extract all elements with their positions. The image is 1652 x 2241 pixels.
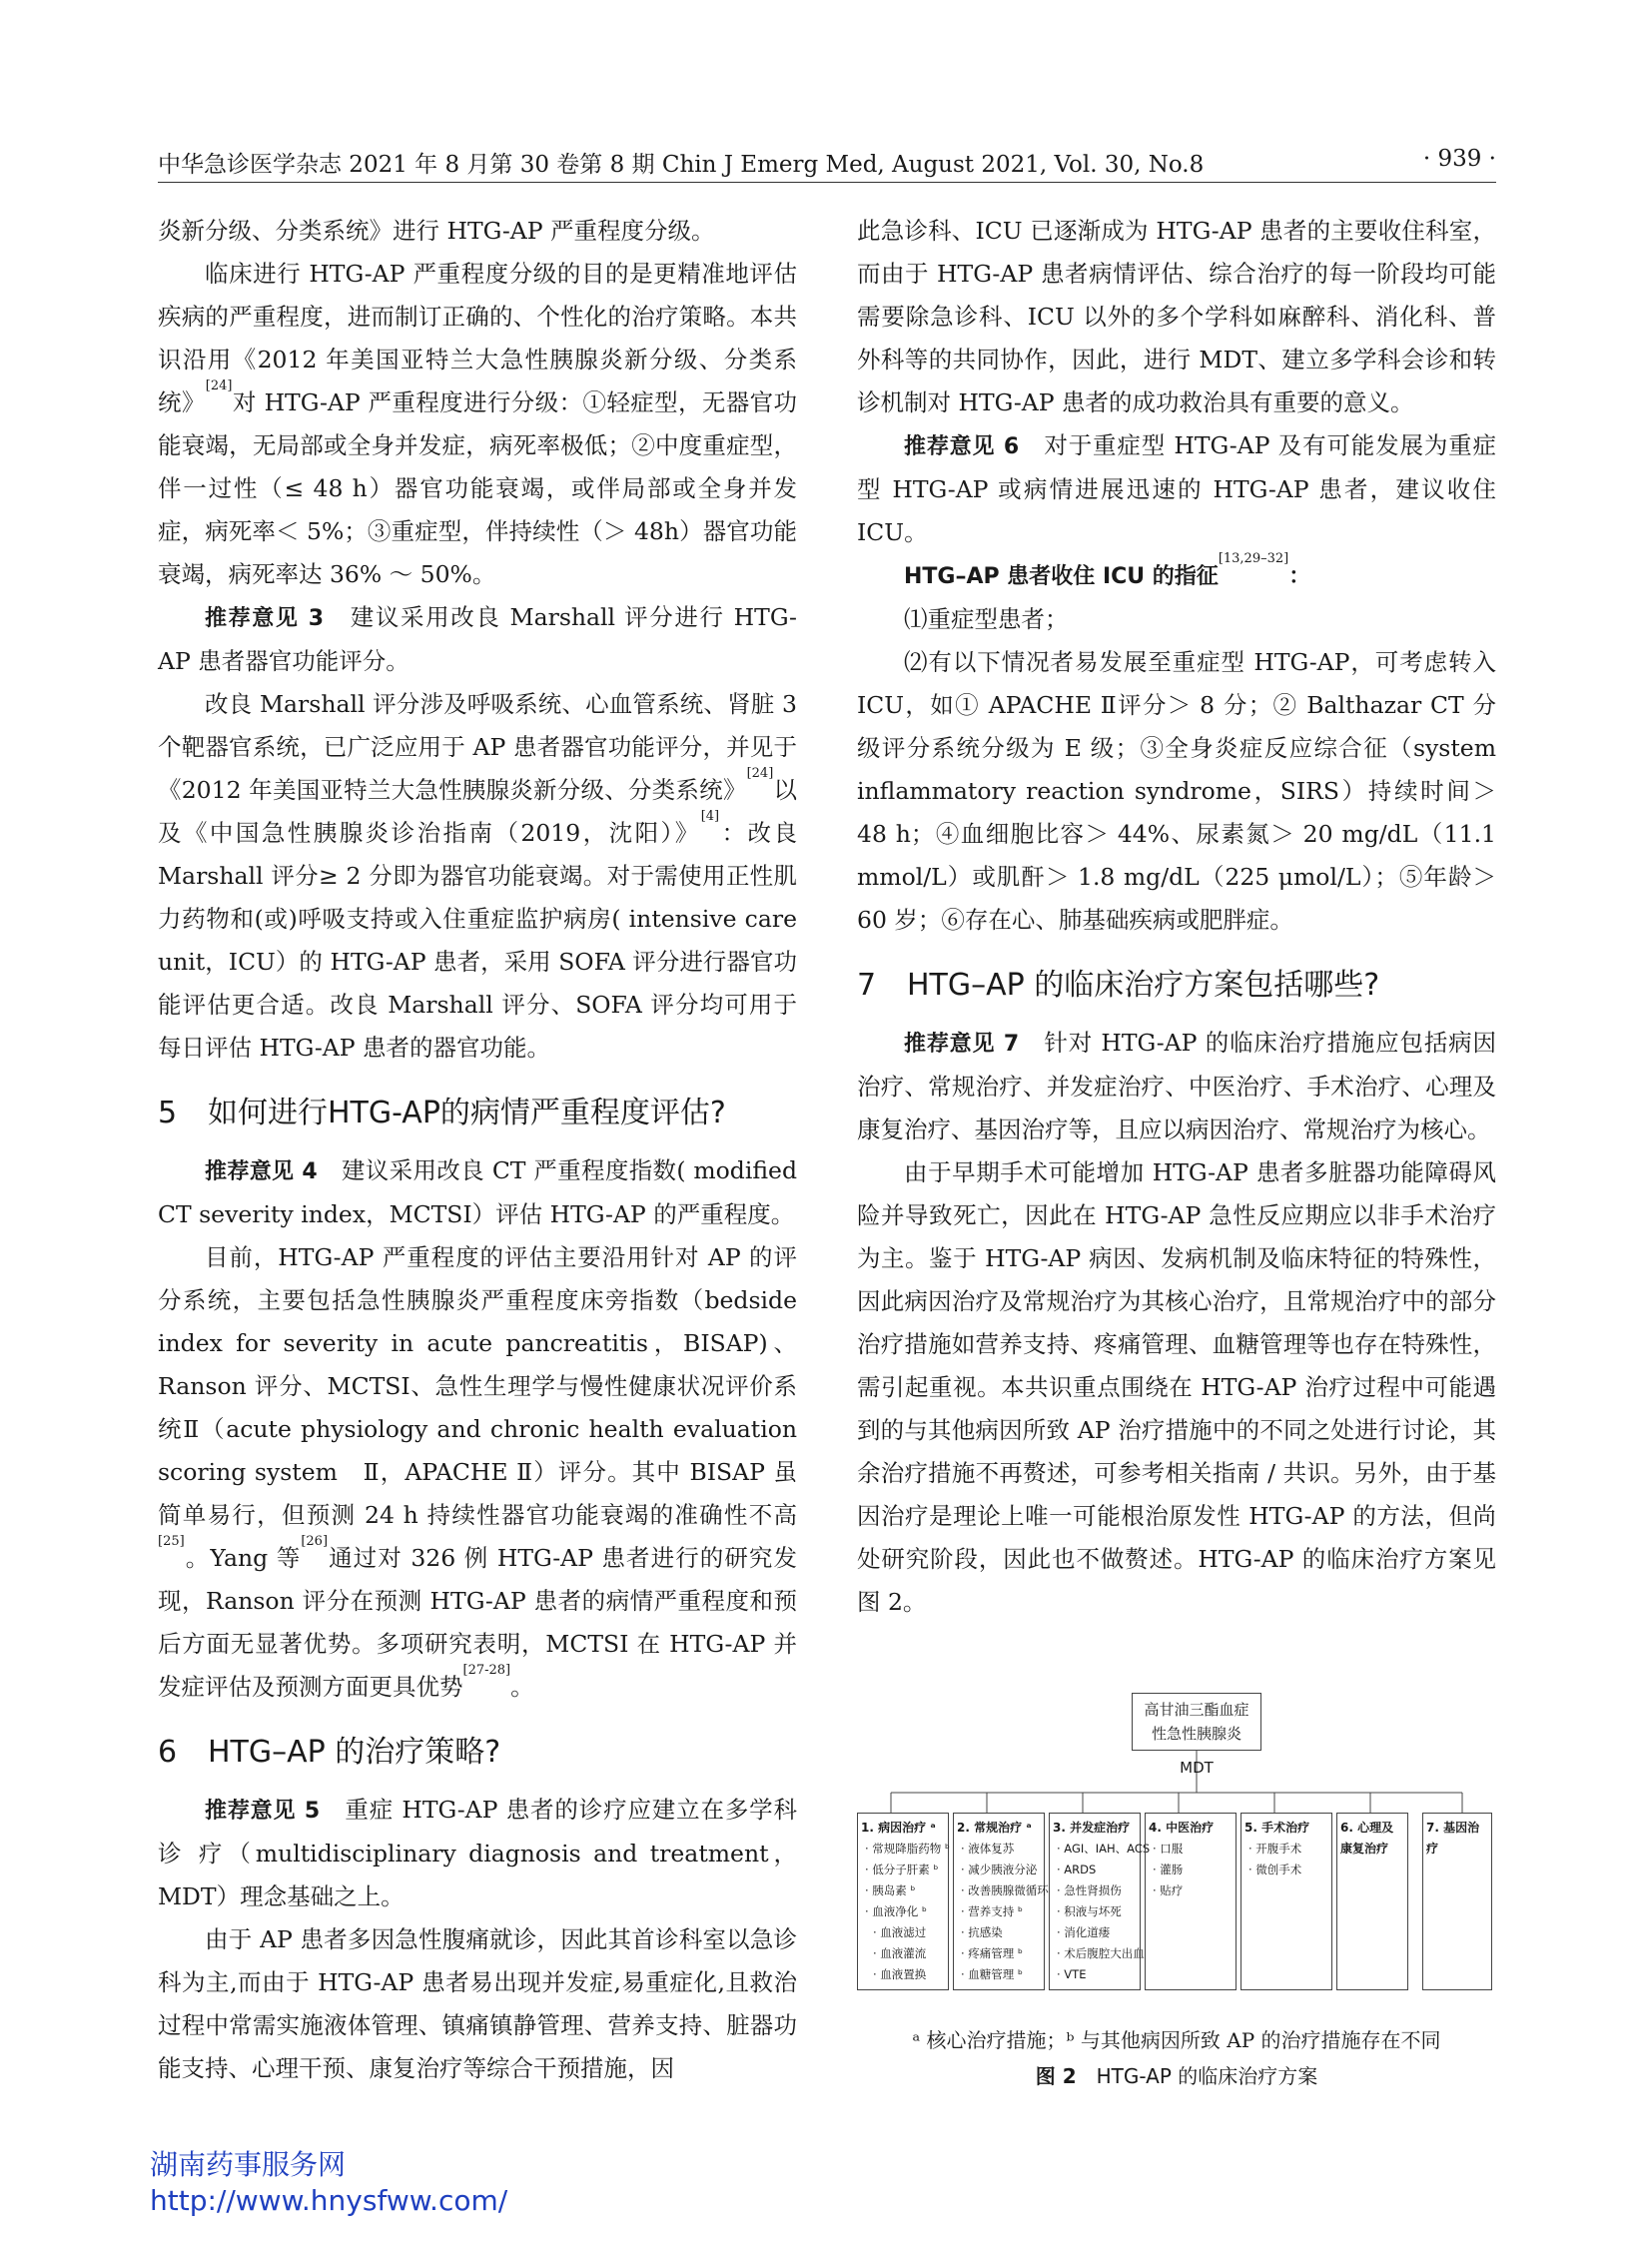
section-heading-6: 6 HTG–AP 的治疗策略? (158, 1735, 501, 1770)
citation: [26] (301, 1534, 329, 1549)
flowchart-root: 高甘油三酯血症 性急性胰腺炎 (1132, 1693, 1261, 1751)
right-column (857, 210, 1496, 1624)
citation: [13,29–32] (1218, 551, 1289, 566)
icu-criterion-2: ⑵有以下情况者易发展至重症型 HTG-AP，可考虑转入 ICU，如① APACHE Ⅱ评分＞ 8 分；② Balthazar CT 分级评分系统分级为 E 级；③全身炎症反应综合征（system inflammatory reaction syndrome，SIRS）持续时间＞ 48 h；④血细胞比容＞ 44%、尿素氮＞ 20 mg/dL（11.1 mmol/L）或肌酐＞ 1.8 mg/dL（225 μmol/L）；⑤年龄＞ 60 岁；⑥存在心、肺基础疾病或肥胖症。 (857, 648, 1496, 934)
paragraph: 临床进行 HTG-AP 严重程度分级的目的是更精准地评估疾病的严重程度，进而制订正确的、个性化的治疗策略。本共识沿用《2012 年美国亚特兰大急性胰腺炎新分级、分类系统》[24]对 HTG-AP 严重程度进行分级：①轻症型，无器官功能衰竭，无局部或全身并发症，病死率极低；②中度重症型，伴一过性（≤ 48 h）器官功能衰竭，或伴局部或全身并发症，病死率＜ 5%；③重症型，伴持续性（＞ 48h）器官功能衰竭，病死率达 36% ～ 50%。 (158, 260, 797, 588)
rec-label: 推荐意见 3 (205, 606, 325, 631)
paragraph: 此急诊科、ICU 已逐渐成为 HTG-AP 患者的主要收住科室，而由于 HTG-AP 患者病情评估、综合治疗的每一阶段均可能需要除急诊科、ICU 以外的多个学科如麻醉科、消化科、普外科等的共同协作，因此，进行 MDT、建立多学科会诊和转诊机制对 HTG-AP 患者的成功救治具有重要的意义。 (857, 217, 1496, 416)
flowchart-box-5: 5. 手术治疗 · 开腹手术 · 微创手术 (1240, 1813, 1332, 1990)
flowchart-box-2: 2. 常规治疗 ᵃ · 液体复苏 · 减少胰液分泌 · 改善胰腺微循环 · 营养支持 ᵇ · 抗感染 · 疼痛管理 ᵇ · 血糖管理 ᵇ (953, 1813, 1045, 1990)
figure-2 (857, 1693, 1496, 2092)
page-number: · 939 · (1422, 146, 1496, 172)
icu-criterion-1: ⑴重症型患者； (904, 605, 1069, 633)
paragraph: 炎新分级、分类系统》进行 HTG-AP 严重程度分级。 (158, 217, 715, 245)
paragraph: 目前，HTG-AP 严重程度的评估主要沿用针对 AP 的评分系统，主要包括急性胰腺炎严重程度床旁指数（bedside index for severity in acute pancreatitis，BISAP)、Ranson 评分、MCTSI、急性生理学与慢性健康状况评价系统Ⅱ（acute physiology and chronic health evaluation scoring system Ⅱ，APACHE Ⅱ）评分。其中 BISAP 虽简单易行，但预测 24 h 持续性器官功能衰竭的准确性不高[25]。Yang 等[26]通过对 326 例 HTG-AP 患者进行的研究发现，Ranson 评分在预测 HTG-AP 患者的病情严重程度和预后方面无显著优势。多项研究表明，MCTSI 在 HTG-AP 并发症评估及预测方面更具优势[27-28]。 (158, 1243, 797, 1701)
rec-label: 推荐意见 4 (205, 1159, 318, 1184)
flowchart-box-1: 1. 病因治疗 ᵃ · 常规降脂药物 ᵇ · 低分子肝素 ᵇ · 胰岛素 ᵇ · 血液净化 ᵇ · 血液滤过 · 血液灌流 · 血液置换 (857, 1813, 949, 1990)
header-rule (158, 182, 1496, 183)
watermark (150, 2147, 507, 2219)
rec-label: 推荐意见 5 (205, 1799, 321, 1824)
rec-label: 推荐意见 6 (904, 434, 1020, 459)
paragraph: 由于早期手术可能增加 HTG-AP 患者多脏器功能障碍风险并导致死亡，因此在 HTG-AP 急性反应期应以非手术治疗为主。鉴于 HTG-AP 病因、发病机制及临床特征的特殊性，因此病因治疗及常规治疗为其核心治疗，且常规治疗中的部分治疗措施如营养支持、疼痛管理、血糖管理等也存在特殊性，需引起重视。本共识重点围绕在 HTG-AP 治疗过程中可能遇到的与其他病因所致 AP 治疗措施中的不同之处进行讨论，其余治疗措施不再赘述，可参考相关指南 / 共识。另外，由于基因治疗是理论上唯一可能根治原发性 HTG-AP 的方法，但尚处研究阶段，因此也不做赘述。HTG-AP 的临床治疗方案见图 2。 (857, 1158, 1496, 1616)
left-column (158, 210, 797, 2090)
citation: [4] (700, 809, 720, 824)
mdt-label: MDT (1180, 1759, 1214, 1777)
recommendation-5: 推荐意见 5 重症 HTG-AP 患者的诊疗应建立在多学科 诊 疗（multidisciplinary diagnosis and treatment，MDT）理念基础之上。 (158, 1796, 797, 1910)
citation: [24] (205, 378, 233, 393)
paragraph: 由于 AP 患者多因急性腹痛就诊，因此其首诊科室以急诊科为主,而由于 HTG-AP 患者易出现并发症,易重症化,且救治过程中常需实施液体管理、镇痛镇静管理、营养支持、脏器功能支持、心理干预、康复治疗等综合干预措施，因 (158, 1925, 797, 2082)
figure-caption: 图 2 HTG-AP 的临床治疗方案 (1035, 2064, 1318, 2088)
journal-line: 中华急诊医学杂志 2021 年 8 月第 30 卷第 8 期 Chin J Emerg Med, August 2021, Vol. 30, No.8 (158, 152, 1205, 178)
flowchart-box-7: 7. 基因治疗 (1422, 1813, 1492, 1990)
watermark-url[interactable]: http://www.hnysfww.com/ (150, 2184, 508, 2217)
icu-criteria-heading: HTG–AP 患者收住 ICU 的指征[13,29–32]： (904, 551, 1311, 589)
figure-note: ᵃ 核心治疗措施；ᵇ 与其他病因所致 AP 的治疗措施存在不同 (912, 2028, 1441, 2052)
rec-label: 推荐意见 7 (904, 1032, 1020, 1057)
citation: [27-28] (462, 1663, 511, 1678)
citation: [25] (158, 1534, 185, 1549)
recommendation-4: 推荐意见 4 建议采用改良 CT 严重程度指数( modified CT severity index，MCTSI）评估 HTG-AP 的严重程度。 (158, 1156, 797, 1228)
recommendation-3: 推荐意见 3 建议采用改良 Marshall 评分进行 HTG-AP 患者器官功能评分。 (158, 603, 797, 675)
paragraph: 改良 Marshall 评分涉及呼吸系统、心血管系统、肾脏 3 个靶器官系统，已广泛应用于 AP 患者器官功能评分，并见于《2012 年美国亚特兰大急性胰腺炎新分级、分类系统》[24]以及《中国急性胰腺炎诊治指南（2019，沈阳）》[4]：改良 Marshall 评分≥ 2 分即为器官功能衰竭。对于需使用正性肌力药物和(或)呼吸支持或入住重症监护病房( intensive care unit，ICU）的 HTG-AP 患者，采用 SOFA 评分进行器官功能评估更合适。改良 Marshall 评分、SOFA 评分均可用于每日评估 HTG-AP 患者的器官功能。 (158, 690, 797, 1062)
recommendation-7: 推荐意见 7 针对 HTG-AP 的临床治疗措施应包括病因治疗、常规治疗、并发症治疗、中医治疗、手术治疗、心理及康复治疗、基因治疗等，且应以病因治疗、常规治疗为核心。 (857, 1029, 1496, 1143)
section-heading-7: 7 HTG–AP 的临床治疗方案包括哪些? (857, 968, 1380, 1003)
running-header (158, 140, 1496, 180)
section-heading-5: 5 如何进行HTG-AP的病情严重程度评估? (158, 1096, 726, 1130)
flowchart-box-3: 3. 并发症治疗 · AGI、IAH、ACS · ARDS · 急性肾损伤 · 积液与坏死 · 消化道瘘 · 术后腹腔大出血 · VTE (1049, 1813, 1141, 1990)
flowchart-box-4: 4. 中医治疗 · 口服 · 灌肠 · 贴疗 (1145, 1813, 1237, 1990)
watermark-site-name: 湖南药事服务网 (150, 2148, 347, 2181)
flowchart-box-6: 6. 心理及康复治疗 (1336, 1813, 1408, 1990)
recommendation-6: 推荐意见 6 对于重症型 HTG-AP 及有可能发展为重症型 HTG-AP 或病情进展迅速的 HTG-AP 患者，建议收住 ICU。 (857, 431, 1496, 546)
citation: [24] (746, 766, 774, 781)
